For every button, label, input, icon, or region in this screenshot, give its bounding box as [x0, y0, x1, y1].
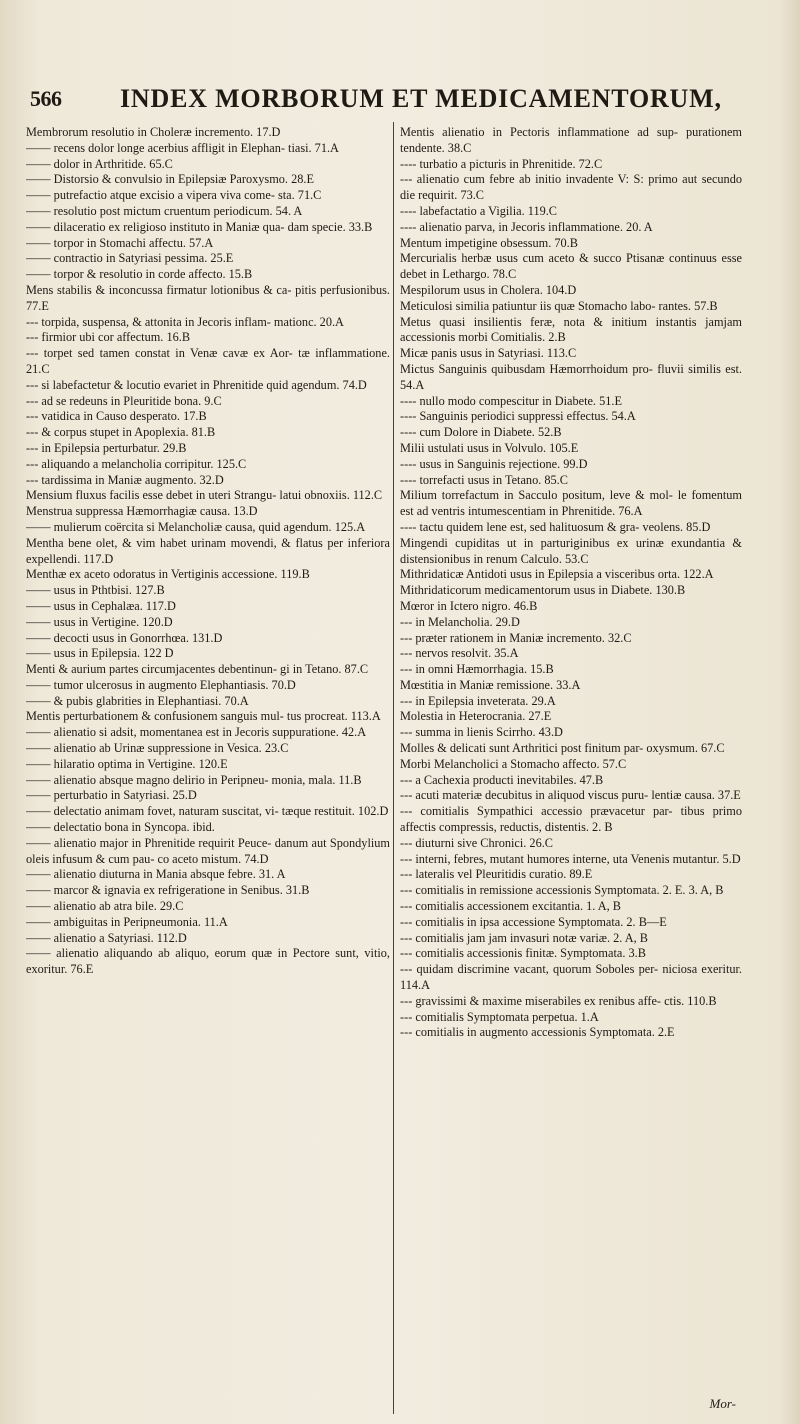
index-entry: --- diuturni sive Chronici. 26.C [400, 835, 554, 850]
index-entry: ---- Sanguinis periodici suppressi effectus. 54.A [400, 409, 636, 424]
running-title: INDEX MORBORUM ET MEDICAMENTORUM, [120, 84, 722, 113]
index-entry: --- aliquando a melancholia corripitur. 125.C [26, 456, 247, 471]
index-entry: Mentis perturbationem & confusionem sanguis mul- tus procreat. 113.A [26, 709, 381, 724]
index-entry: —— alienatio major in Phrenitide requirit Peuce- danum aut Spondylium oleis infusum & cum pau- co aceto mistum. 74.D [26, 835, 390, 866]
index-entry: Mentha bene olet, & vim habet urinam movendi, & flatus per inferiora expellendi. 117.D [26, 535, 390, 566]
index-entry: --- quidam discrimine vacant, quorum Soboles per- niciosa exeritur. 114.A [400, 962, 742, 993]
right-column [400, 125, 742, 1415]
index-entry: --- vatidica in Causo desperato. 17.B [26, 409, 207, 424]
index-entry: Meticulosi similia patiuntur iis quæ Stomacho labo- rantes. 57.B [400, 298, 718, 313]
index-entry: ---- turbatio a picturis in Phrenitide. 72.C [400, 156, 603, 171]
index-entry: —— usus in Vertigine. 120.D [26, 614, 173, 629]
index-entry: --- torpida, suspensa, & attonita in Jecoris inflam- mationc. 20.A [26, 314, 344, 329]
index-entry: —— torpor & resolutio in corde affecto. 15.B [26, 267, 253, 282]
index-entry: Mœstitia in Maniæ remissione. 33.A [400, 677, 581, 692]
index-entry: —— usus in Pthtbisi. 127.B [26, 583, 165, 598]
index-entry: --- comitialis Symptomata perpetua. 1.A [400, 1009, 599, 1024]
index-entry: Mithridaticæ Antidoti usus in Epilepsia a visceribus orta. 122.A [400, 567, 714, 582]
index-entry: —— putrefactio atque excisio a vipera viva come- sta. 71.C [26, 188, 322, 203]
index-entry: —— & pubis glabrities in Elephantiasi. 70.A [26, 693, 249, 708]
index-entry: —— hilaratio optima in Vertigine. 120.E [26, 756, 228, 771]
index-entry: Mentum impetigine obsessum. 70.B [400, 235, 578, 250]
index-entry: —— dilaceratio ex religioso instituto in Maniæ qua- dam specie. 33.B [26, 219, 373, 234]
index-entry: --- in Epilepsia perturbatur. 29.B [26, 440, 187, 455]
index-entry: ---- labefactatio a Vigilia. 119.C [400, 203, 558, 218]
index-entry: —— mulierum coërcita si Melancholiæ causa, quid agendum. 125.A [26, 519, 366, 534]
index-entry: —— marcor & ignavia ex refrigeratione in Senibus. 31.B [26, 883, 310, 898]
index-entry: Milium torrefactum in Sacculo positum, leve & mol- le fomentum est ad ventris intumescentiam in Phrenitide. 76.A [400, 488, 742, 519]
page-number: 566 [30, 86, 62, 111]
index-entry: Mespilorum usus in Cholera. 104.D [400, 282, 577, 297]
index-entry: ---- tactu quidem lene est, sed halituosum & gra- veolens. 85.D [400, 519, 711, 534]
index-entry: Mithridaticorum medicamentorum usus in Diabete. 130.B [400, 583, 686, 598]
index-entry: --- comitialis in augmento accessionis Symptomata. 2.E [400, 1025, 675, 1040]
index-entry: —— contractio in Satyriasi pessima. 25.E [26, 251, 234, 266]
index-entry: --- comitialis accessionem excitantia. 1. A, B [400, 899, 621, 914]
index-entry: —— usus in Cephalæa. 117.D [26, 598, 176, 613]
index-entry: --- comitialis in remissione accessionis Symptomata. 2. E. 3. A, B [400, 883, 724, 898]
index-entry: ---- nullo modo compescitur in Diabete. 51.E [400, 393, 622, 408]
index-entry: --- comitialis jam jam invasuri notæ variæ. 2. A, B [400, 930, 648, 945]
index-entry: --- lateralis vel Pleuritidis curatio. 89.E [400, 867, 593, 882]
index-entry: --- comitialis Sympathici accessio prævacetur par- tibus primo affectis compressis, reductis, distentis. 2. B [400, 804, 742, 835]
index-entry: --- a Cachexia producti inevitabiles. 47.B [400, 772, 604, 787]
index-entry: Menstrua suppressa Hæmorrhagiæ causa. 13.D [26, 504, 258, 519]
index-entry: Molestia in Heterocrania. 27.E [400, 709, 552, 724]
index-entry: Molles & delicati sunt Arthritici post finitum par- oxysmum. 67.C [400, 741, 725, 756]
index-entry: --- gravissimi & maxime miserabiles ex renibus affe- ctis. 110.B [400, 993, 717, 1008]
index-entry: Mictus Sanguinis quibusdam Hæmorrhoidum pro- fluvii similis est. 54.A [400, 361, 742, 392]
catchword: Mor- [709, 1396, 736, 1411]
index-entry: --- nervos resolvit. 35.A [400, 646, 519, 661]
index-entry: —— delectatio animam fovet, naturam suscitat, vi- tæque restituit. 102.D [26, 804, 389, 819]
index-entry: --- comitialis accessionis finitæ. Symptomata. 3.B [400, 946, 646, 961]
index-entry: Micæ panis usus in Satyriasi. 113.C [400, 346, 577, 361]
index-entry: Mœror in Ictero nigro. 46.B [400, 598, 538, 613]
index-entry: —— alienatio si adsit, momentanea est in Jecoris suppuratione. 42.A [26, 725, 367, 740]
index-entry: —— alienatio a Satyriasi. 112.D [26, 930, 187, 945]
index-entry: Membrorum resolutio in Choleræ incremento. 17.D [26, 125, 281, 139]
column-divider [393, 122, 394, 1414]
index-entry: —— perturbatio in Satyriasi. 25.D [26, 788, 197, 803]
index-entry: ---- usus in Sanguinis rejectione. 99.D [400, 456, 588, 471]
index-entry: --- in omni Hæmorrhagia. 15.B [400, 662, 554, 677]
index-entry: Mens stabilis & inconcussa firmatur lotionibus & ca- pitis perfusionibus. 77.E [26, 282, 390, 313]
index-entry: —— ambiguitas in Peripneumonia. 11.A [26, 914, 228, 929]
index-entry: Mingendi cupiditas ut in parturiginibus ex urinæ exundantia & distensionibus in renum Calculo. 53.C [400, 535, 742, 566]
index-entry: —— decocti usus in Gonorrhœa. 131.D [26, 630, 223, 645]
index-entry: --- in Epilepsia inveterata. 29.A [400, 693, 556, 708]
index-entry: --- torpet sed tamen constat in Venæ cavæ ex Aor- tæ inflammatione. 21.C [26, 346, 390, 376]
index-entry: —— resolutio post mictum cruentum periodicum. 54. A [26, 203, 303, 218]
index-entry: —— alienatio ab atra bile. 29.C [26, 899, 184, 914]
index-entry: --- summa in lienis Scirrho. 43.D [400, 725, 563, 740]
index-entry: —— delectatio bona in Syncopa. ibid. [26, 820, 215, 835]
index-entry: Mercurialis herbæ usus cum aceto & succo Ptisanæ continuus esse debet in Lethargo. 78.C [400, 251, 742, 282]
index-entry: —— alienatio ab Urinæ suppressione in Vesica. 23.C [26, 741, 289, 756]
index-entry: Menthæ ex aceto odoratus in Vertiginis accessione. 119.B [26, 567, 310, 582]
index-entry: --- si labefactetur & locutio evariet in Phrenitide quid agendum. 74.D [26, 377, 367, 392]
index-entry: —— alienatio aliquando ab aliquo, eorum quæ in Pectore sunt, vitio, exoritur. 76.E [26, 946, 390, 977]
left-column [26, 125, 390, 1415]
index-entry: Mensium fluxus facilis esse debet in uteri Strangu- latui obnoxiis. 112.C [26, 488, 383, 503]
index-entry: —— recens dolor longe acerbius affligit in Elephan- tiasi. 71.A [26, 140, 339, 155]
index-entry: Milii ustulati usus in Volvulo. 105.E [400, 440, 579, 455]
index-entry: —— tumor ulcerosus in augmento Elephantiasis. 70.D [26, 677, 296, 692]
index-entry: --- firmior ubi cor affectum. 16.B [26, 330, 191, 345]
index-entry: —— usus in Epilepsia. 122 D [26, 646, 174, 661]
index-entry: --- comitialis in ipsa accessione Symptomata. 2. B—E [400, 914, 667, 929]
index-entry: Metus quasi insilientis feræ, nota & initium instantis jamjam accessionis morbi Comitialis. 2.B [400, 314, 742, 345]
index-entry: Mentis alienatio in Pectoris inflammatione ad sup- purationem tendente. 38.C [400, 125, 742, 155]
index-entry: —— Distorsio & convulsio in Epilepsiæ Paroxysmo. 28.E [26, 172, 314, 187]
index-entry: --- in Melancholia. 29.D [400, 614, 520, 629]
index-entry: —— dolor in Arthritide. 65.C [26, 156, 173, 171]
index-entry: Menti & aurium partes circumjacentes debentinun- gi in Tetano. 87.C [26, 662, 369, 677]
index-entry: --- ad se redeuns in Pleuritide bona. 9.C [26, 393, 222, 408]
page-header [22, 80, 782, 120]
index-entry: ---- cum Dolore in Diabete. 52.B [400, 425, 562, 440]
index-entry: --- præter rationem in Maniæ incremento. 32.C [400, 630, 632, 645]
index-entry: —— alienatio diuturna in Mania absque febre. 31. A [26, 867, 286, 882]
index-entry: ---- alienatio parva, in Jecoris inflammatione. 20. A [400, 219, 653, 234]
index-entry: --- & corpus stupet in Apoplexia. 81.B [26, 425, 216, 440]
index-entry: ---- torrefacti usus in Tetano. 85.C [400, 472, 568, 487]
index-entry: Morbi Melancholici a Stomacho affecto. 57.C [400, 756, 627, 771]
index-entry: --- acuti materiæ decubitus in aliquod viscus puru- lentiæ causa. 37.E [400, 788, 741, 803]
index-entry: --- interni, febres, mutant humores interne, uta Venenis mutantur. 5.D [400, 851, 741, 866]
index-entry: —— torpor in Stomachi affectu. 57.A [26, 235, 214, 250]
index-entry: --- alienatio cum febre ab initio invadente V: S: primo aut secundo die requirit. 73.C [400, 172, 742, 203]
index-entry: —— alienatio absque magno delirio in Peripneu- monia, mala. 11.B [26, 772, 362, 787]
index-entry: --- tardissima in Maniæ augmento. 32.D [26, 472, 224, 487]
